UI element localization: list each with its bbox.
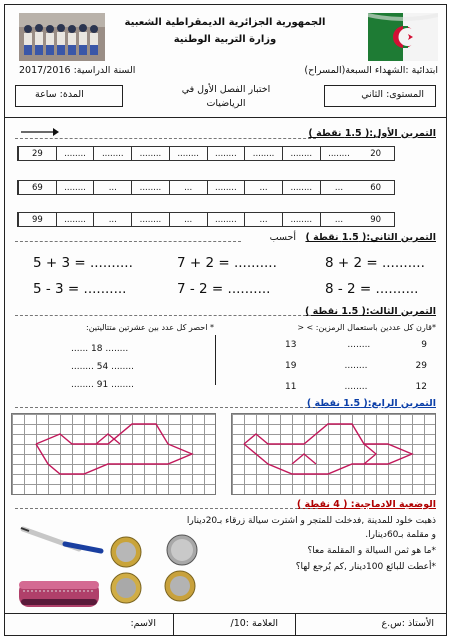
- footer-sep-1: [295, 613, 296, 636]
- coin-image: [163, 569, 197, 603]
- ex1-cell: 69: [18, 181, 56, 194]
- ex1-row-2: [17, 180, 395, 195]
- ex2-instruction: أحسب: [269, 232, 296, 243]
- ex2-dash: [15, 241, 241, 242]
- ex1-cell[interactable]: ...: [244, 181, 282, 194]
- ex1-dash: [15, 138, 316, 139]
- ex1-row-3: [17, 212, 395, 227]
- ex1-cell[interactable]: ...: [93, 213, 131, 226]
- ex3-frame-blank[interactable]: ........: [111, 380, 134, 390]
- ex3-frame-blank[interactable]: ......: [71, 344, 89, 354]
- ex3-compare-right: 12: [415, 382, 427, 392]
- ex3-divider: [215, 335, 216, 385]
- ex3-compare-left: 19: [285, 361, 297, 371]
- grid-left[interactable]: [11, 413, 216, 495]
- ex3-frame-row: [71, 380, 134, 390]
- ex1-cell: 60: [370, 183, 382, 193]
- republic-title: الجمهورية الجزائرية الديمقراطية الشعبية: [124, 17, 326, 28]
- level-text: المستوى: الثاني: [361, 89, 424, 100]
- ex1-cell[interactable]: ........: [244, 147, 282, 160]
- ex1-cell[interactable]: ........: [93, 147, 131, 160]
- arrow-icon: [19, 122, 59, 132]
- integration-dash: [15, 508, 318, 509]
- ex1-cell[interactable]: ...: [169, 213, 207, 226]
- ex1-cell[interactable]: ........: [282, 147, 320, 160]
- integration-line-1: ذهبت خلود للمدينة ,فدخلت للمتجر و اشترت سيالة زرقاء بـ20دينارا: [186, 516, 436, 526]
- ex3-frame-blank[interactable]: ........: [71, 380, 94, 390]
- ex1-cell[interactable]: ........: [207, 213, 245, 226]
- ex3-compare-row: [285, 361, 427, 371]
- footer-divider: [5, 613, 446, 614]
- ex1-cell[interactable]: ........: [207, 181, 245, 194]
- ex1-cell[interactable]: ........: [56, 147, 94, 160]
- ex2-op: 5 + 3 = ..........: [33, 255, 133, 271]
- ex1-cell[interactable]: ........: [169, 147, 207, 160]
- integration-line-2: و مقلمة بـ60دينارا.: [365, 530, 436, 540]
- children-photo: [19, 13, 105, 61]
- integration-title: الوضعية الادماجية: ( 4 نقطة ): [296, 499, 436, 510]
- ex1-cell[interactable]: ...: [244, 213, 282, 226]
- name-field[interactable]: الاسم:: [130, 618, 156, 629]
- ex3-compare-row: [285, 382, 427, 392]
- ex3-compare-right: 29: [415, 361, 427, 371]
- ex1-cell[interactable]: ...: [320, 181, 358, 194]
- ex2-title: التمرين الثاني:( 1.5 نقطة ): [305, 232, 436, 243]
- exam-title: اختبار الفصل الأول في: [181, 84, 271, 95]
- integration-line-3: *ما هو ثمن السيالة و المقلمة معا؟: [307, 546, 436, 556]
- grade-field: العلامة :10/: [230, 618, 278, 629]
- exam-subject: الرياضيات: [206, 98, 246, 109]
- ex1-cell[interactable]: ........: [207, 147, 245, 160]
- ex2-op: 7 - 2 = ..........: [177, 281, 271, 297]
- flag-image: [368, 13, 438, 61]
- ex3-frame-blank[interactable]: ........: [105, 344, 129, 354]
- ex1-cell[interactable]: ........: [131, 147, 169, 160]
- ex3-compare-row: [285, 340, 427, 350]
- ex3-frame-blank[interactable]: ........: [111, 362, 134, 372]
- ex3-frame-number: 54: [96, 362, 109, 372]
- ex3-compare-blank[interactable]: ........: [344, 361, 368, 371]
- ex2-op: 8 + 2 = ..........: [325, 255, 425, 271]
- ex1-cell: 99: [18, 213, 56, 226]
- duration-text: المدة: ساعة: [35, 89, 84, 100]
- ex1-cell[interactable]: ...: [93, 181, 131, 194]
- ex1-cell[interactable]: ........: [282, 213, 320, 226]
- coin-image: [109, 571, 143, 605]
- ex3-title: التمرين الثالث:( 1.5 نقطة ): [305, 306, 436, 317]
- coin-image: [165, 533, 199, 567]
- ex3-compare-left: 13: [285, 340, 297, 350]
- ex1-cell: 90: [370, 215, 382, 225]
- pencil-case-image: [15, 573, 105, 613]
- ex4-dash: [15, 407, 318, 408]
- ex3-frame-row: [71, 362, 134, 372]
- ex3-compare-blank[interactable]: ........: [344, 382, 368, 392]
- ex3-compare-instruction: *قارن كل عددين باستعمال الرمزين: > <: [297, 323, 436, 332]
- school-year: السنة الدراسية: 2017/2016: [19, 65, 136, 76]
- exam-sheet: [4, 4, 447, 636]
- ex1-row-1: [17, 146, 395, 161]
- ex1-cell[interactable]: ........: [131, 181, 169, 194]
- ex3-compare-left: 11: [285, 382, 297, 392]
- ex1-title: التمرين الأول:( 1.5 نقطة ): [308, 128, 436, 139]
- header-divider: [5, 117, 446, 118]
- ex1-cell[interactable]: ........: [56, 213, 94, 226]
- footer-sep-2: [173, 613, 174, 636]
- ex2-op: 7 + 2 = ..........: [177, 255, 277, 271]
- ex3-dash: [15, 315, 311, 316]
- ex1-cell[interactable]: ........: [56, 181, 94, 194]
- ex3-compare-right: 9: [421, 340, 427, 350]
- ex1-cell: 20: [370, 149, 382, 159]
- integration-line-4: *أعطت للبائع 100دينار ,كم يُرجع لها؟: [295, 562, 436, 572]
- pen-image: [17, 521, 107, 557]
- ex4-title: التمرين الرابع:( 1.5 نقطة ): [306, 398, 436, 409]
- ex3-compare-blank[interactable]: ........: [347, 340, 371, 350]
- ex1-cell[interactable]: ...: [169, 181, 207, 194]
- ex3-frame-blank[interactable]: ........: [71, 362, 94, 372]
- ex2-op: 5 - 3 = ..........: [33, 281, 127, 297]
- ex1-cell[interactable]: ...: [320, 213, 358, 226]
- ex3-frame-number: 18: [91, 344, 103, 354]
- ex1-cell[interactable]: ........: [320, 147, 358, 160]
- ex2-op: 8 - 2 = ..........: [325, 281, 419, 297]
- ex1-cell[interactable]: ........: [282, 181, 320, 194]
- ex3-frame-number: 91: [96, 380, 109, 390]
- ex1-cell[interactable]: ........: [131, 213, 169, 226]
- ex3-frame-row: [71, 344, 128, 354]
- ex1-cell: 29: [18, 147, 56, 160]
- school-name: ابتدائية :الشهداء السبعة(المسراح): [304, 65, 438, 76]
- ministry-title: وزارة التربية الوطنية: [173, 34, 277, 45]
- teacher-field: الأستاذ :س.ع: [381, 618, 434, 629]
- ex3-frame-instruction: * احصر كل عدد بين عشرتين متتاليتين:: [86, 323, 214, 332]
- grid-right[interactable]: [231, 413, 436, 495]
- coin-image: [109, 535, 143, 569]
